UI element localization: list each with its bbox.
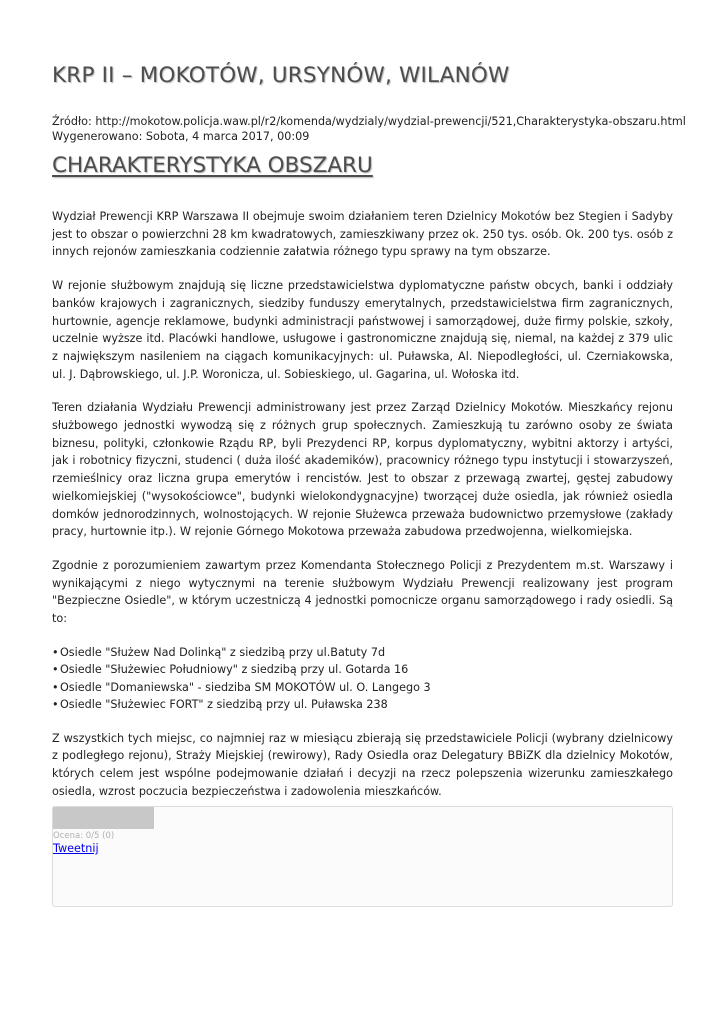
list-item: • Osiedle "Służewiec Południowy" z siedzibą przy ul. Gotarda 16 (52, 661, 673, 679)
source-url: http://mokotow.policja.waw.pl/r2/komenda/wydzialy/wydzial-prewencji/521,Charakterystyka-obszaru.html (95, 115, 686, 128)
estates-list (52, 644, 673, 714)
article-title: CHARAKTERYSTYKA OBSZARU (52, 153, 373, 178)
paragraph-intro: Wydział Prewencji KRP Warszawa II obejmuje swoim działaniem teren Dzielnicy Mokotów bez Stegien i Sadyby jest to obszar o powierzchni 28 km kwadratowych, zamieszkiwany przez ok. 250 tys. osób. Ok. 200 tys. osób z innych rejonów zamieszkania codziennie załatwia różnego typu sprawy na tym obszarze. (52, 210, 673, 259)
site-title: KRP II – MOKOTÓW, URSYNÓW, WILANÓW (52, 63, 510, 88)
paragraph-residents: Teren działania Wydziału Prewencji administrowany jest przez Zarząd Dzielnicy Mokotów. Mieszkańcy rejonu służbowego jednostki wywodzą się z różnych grup społecznych. Zamieszkują tu zarówno osoby ze świata biznesu, polityki, członkowie Rządu RP, byli Prezydenci RP, korpus dyplomatyczny, wybitni aktorzy i artyści, jak i robotnicy fizyczni, studenci ( duża ilość akademików), pracownicy różnego typu instytucji i stowarzyszeń, rzemieślnicy oraz liczna grupa emerytów i rencistów. Jest to obszar z przewagą zwartej, gęstej zabudowy wielkomiejskiej ("wysokościowce", budynki wielokondygnacyjne) tworzącej duże osiedla, jak również osiedla domków jednorodzinnych, wolnostojących. W rejonie Służewca przeważa budownictwo przemysłowe (zakłady pracy, hurtownie itp.). W rejonie Górnego Mokotowa przeważa zabudowa przedwojenna, wielkomiejska. (52, 401, 673, 539)
list-item: • Osiedle "Domaniewska" - siedziba SM MOKOTÓW ul. O. Langego 3 (52, 679, 673, 697)
generated-line (52, 129, 686, 144)
list-item: • Osiedle "Służewiec FORT" z siedzibą przy ul. Puławska 238 (52, 696, 673, 714)
tweet-link[interactable]: Tweetnij (53, 842, 99, 855)
rating-box (52, 806, 673, 907)
generated-date: Sobota, 4 marca 2017, 00:09 (145, 130, 310, 143)
document-meta (52, 114, 686, 144)
paragraph-institutions: W rejonie służbowym znajdują się liczne przedstawicielstwa dyplomatyczne państw obcych, banki i oddziały banków krajowych i zagranicznych, siedziby funduszy emerytalnych, przedstawicielstwa firm zagranicznych, hurtownie, agencje reklamowe, budynki administracji państwowej i samorządowej, duże firmy polskie, szkoły, uczelnie wyższe itd. Placówki handlowe, usługowe i gastronomiczne znajdują się, niemal, na każdej z 379 ulic z największym nasileniem na ciągach komunikacyjnych: ul. Puławska, Al. Niepodległości, ul. Czerniakowska, ul. J. Dąbrowskiego, ul. J.P. Woronicza, ul. Sobieskiego, ul. Gagarina, ul. Wołoska itd. (52, 279, 673, 381)
article-content (52, 208, 673, 817)
paragraph-closing: Z wszystkich tych miejsc, co najmniej raz w miesiącu zbierają się przedstawiciele Policji (wybrany dzielnicowy z podległego rejonu), Straży Miejskiej (rewirowy), Rady Osiedla oraz Delegatury BBiZK dla dzielnicy Mokotów, których celem jest wspólne podejmowanie działań i decyzji na rzecz polepszenia wizerunku zamieszkałego osiedla, wzrost poczucia bezpieczeństwa i zadowolenia mieszkańców. (52, 731, 673, 798)
generated-label: Wygenerowano: (52, 130, 143, 143)
list-item: • Osiedle "Służew Nad Dolinką" z siedzibą przy ul.Batuty 7d (52, 644, 673, 662)
source-line (52, 114, 686, 129)
source-label: Źródło: (52, 115, 92, 128)
paragraph-program: Zgodnie z porozumieniem zawartym przez Komendanta Stołecznego Policji z Prezydentem m.st. Warszawy i wynikającymi z niego wytycznymi na terenie służbowym Wydziału Prewencji realizowany jest program "Bezpieczne Osiedle", w którym uczestniczą 4 jednostki pomocnicze organu samorządowego i rady osiedli. Są to: (52, 558, 673, 626)
rating-text: Ocena: 0/5 (0) (53, 831, 115, 841)
rating-stars-bar[interactable] (53, 807, 154, 829)
